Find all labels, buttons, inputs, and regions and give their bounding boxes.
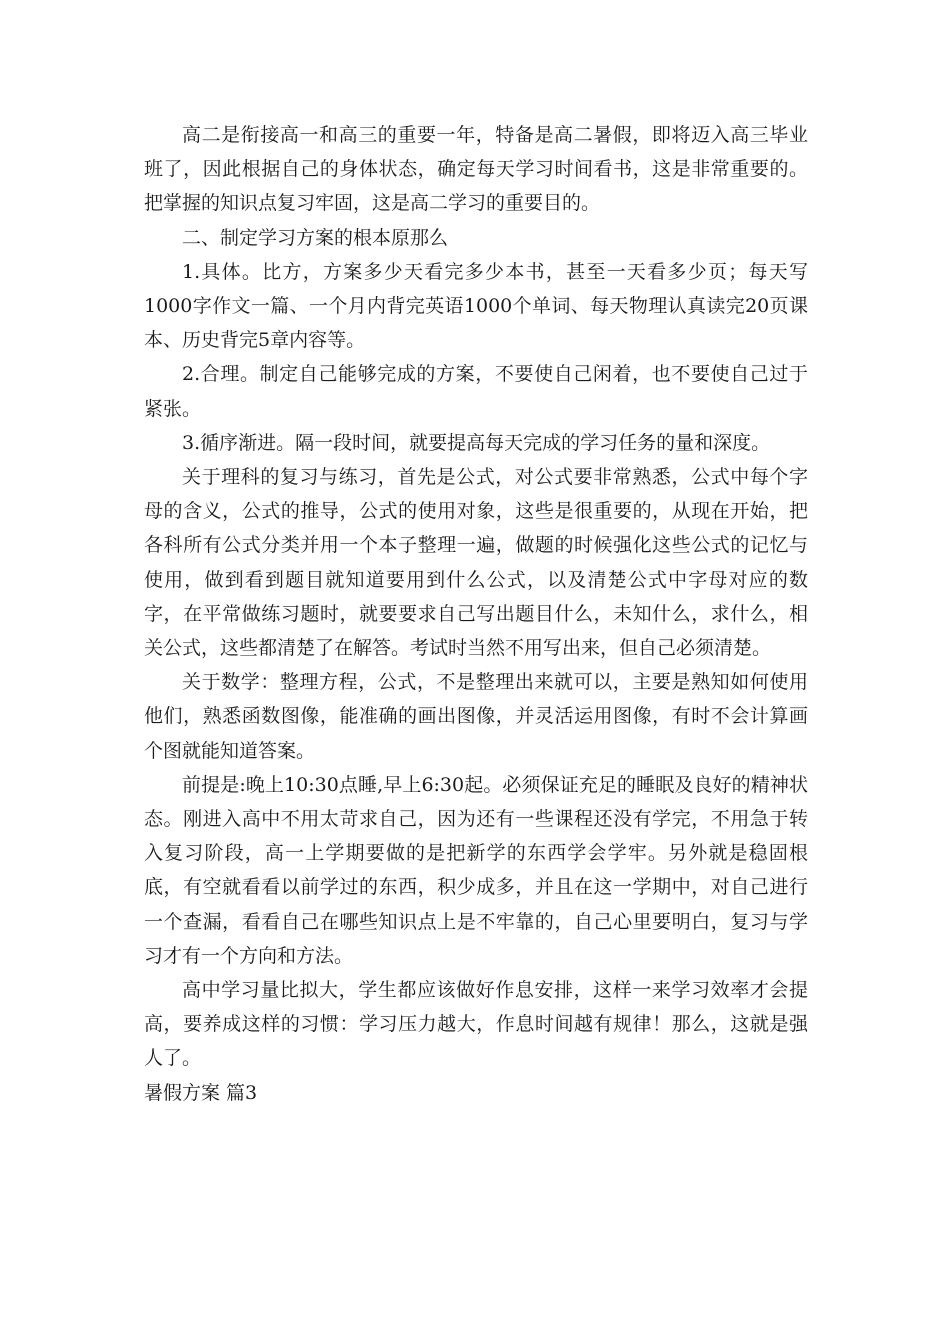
paragraph-math-review: 关于数学：整理方程，公式，不是整理出来就可以，主要是熟知如何使用他们，熟悉函数图像，能准确的画出图像，并灵活运用图像，有时不会计算画个图就能知道答案。 [144, 671, 808, 762]
section-heading-principles: 二、制定学习方案的根本原那么 [182, 226, 449, 249]
paragraph-workload: 高中学习量比拟大，学生都应该做好作息安排，这样一来学习效率才会提高，要养成这样的习惯：学习压力越大，作息时间越有规律！那么，这就是强人了。 [144, 979, 808, 1070]
paragraph-principle-reasonable: 2.合理。制定自己能够完成的方案，不要使自己闲着，也不要使自己过于紧张。 [144, 363, 808, 420]
paragraph-principle-gradual: 3.循序渐进。隔一段时间，就要提高每天完成的学习任务的量和深度。 [182, 431, 771, 454]
paragraph-schedule: 前提是:晚上10:30点睡,早上6:30起。必须保证充足的睡眠及良好的精神状态。刚进入高中不用太苛求自己，因为还有一些课程还没有学完，不用急于转入复习阶段，高一上学期要做的是把新学的东西学会学牢。另外就是稳固根底，有空就看看以前学过的东西，积少成多，并且在这一学期中，对自己进行一个查漏，看看自己在哪些知识点上是不牢靠的，自己心里要明白，复习与学习才有一个方向和方法。 [144, 773, 808, 967]
paragraph-science-review: 关于理科的复习与练习，首先是公式，对公式要非常熟悉，公式中每个字母的含义，公式的推导，公式的使用对象，这些是很重要的，从现在开始，把各科所有公式分类并用一个本子整理一遍，做题的时候强化这些公式的记忆与使用，做到看到题目就知道要用到什么公式，以及清楚公式中字母对应的数字，在平常做练习题时，就要要求自己写出题目什么，未知什么，求什么，相关公式，这些都清楚了在解答。考试时当然不用写出来，但自己必须清楚。 [144, 466, 808, 660]
section-title: 暑假方案 篇3 [144, 1081, 258, 1104]
paragraph-intro: 高二是衔接高一和高三的重要一年，特备是高二暑假，即将迈入高三毕业班了，因此根据自己的身体状态，确定每天学习时间看书，这是非常重要的。把掌握的知识点复习牢固，这是高二学习的重要目的。 [144, 124, 808, 215]
paragraph-principle-specific: 1.具体。比方，方案多少天看完多少本书，甚至一天看多少页；每天写1000字作文一篇、一个月内背完英语1000个单词、每天物理认真读完20页课本、历史背完5章内容等。 [144, 260, 808, 352]
document-body [144, 118, 808, 1110]
